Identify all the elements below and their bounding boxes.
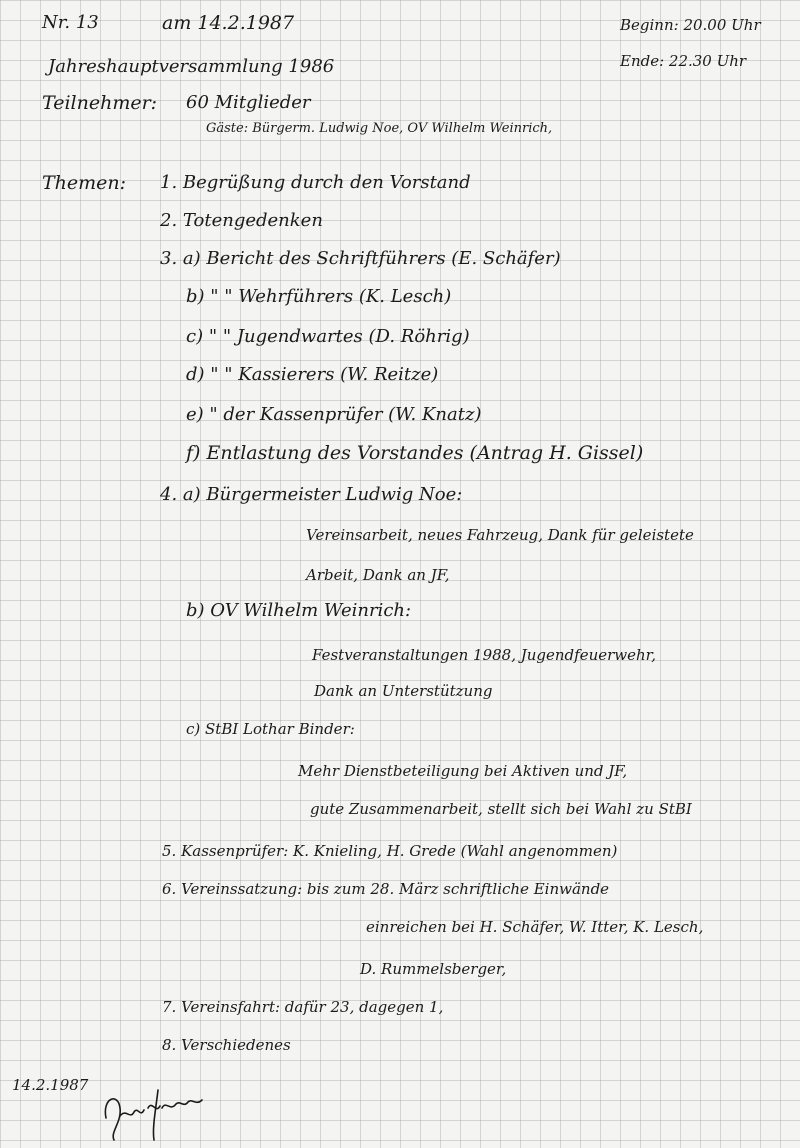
topic-5: 5. Kassenprüfer: K. Knieling, H. Grede (Wahl angenommen) (162, 842, 618, 860)
topic-3a: 3. a) Bericht des Schriftführers (E. Schäfer) (160, 248, 561, 269)
topic-3c: c) " " Jugendwartes (D. Röhrig) (186, 326, 470, 347)
footer-date: 14.2.1987 (12, 1076, 89, 1094)
topic-3d: d) " " Kassierers (W. Reitze) (186, 364, 439, 385)
participants-guests: Gäste: Bürgerm. Ludwig Noe, OV Wilhelm Weinrich, (206, 121, 553, 136)
protocol-number: Nr. 13 (42, 12, 99, 33)
topic-6-line1: einreichen bei H. Schäfer, W. Itter, K. Lesch, (366, 918, 704, 936)
topic-4c-line1: Mehr Dienstbeteiligung bei Aktiven und JF, (298, 762, 628, 780)
participants-members: 60 Mitglieder (186, 92, 311, 113)
topic-4c: c) StBI Lothar Binder: (186, 720, 355, 738)
meeting-title: Jahreshauptversammlung 1986 (48, 56, 335, 77)
topic-4b: b) OV Wilhelm Weinrich: (186, 600, 412, 621)
meeting-date: am 14.2.1987 (162, 12, 295, 34)
topic-2: 2. Totengedenken (160, 210, 323, 231)
topic-4b-line1: Festveranstaltungen 1988, Jugendfeuerwehr, (312, 646, 656, 664)
begin-time: Beginn: 20.00 Uhr (620, 16, 761, 34)
topic-8: 8. Verschiedenes (162, 1036, 291, 1054)
participants-label: Teilnehmer: (42, 92, 158, 114)
topic-3b: b) " " Wehrführers (K. Lesch) (186, 286, 452, 307)
signature-image (100, 1078, 210, 1148)
topics-label: Themen: (42, 172, 127, 194)
topic-3f: f) Entlastung des Vorstandes (Antrag H. Gissel) (186, 442, 644, 464)
topic-4a: 4. a) Bürgermeister Ludwig Noe: (160, 484, 463, 505)
topic-4b-line2: Dank an Unterstützung (314, 682, 493, 700)
topic-7: 7. Vereinsfahrt: dafür 23, dagegen 1, (162, 998, 444, 1016)
topic-4c-line2: gute Zusammenarbeit, stellt sich bei Wahl zu StBI (310, 800, 692, 818)
topic-1: 1. Begrüßung durch den Vorstand (160, 172, 471, 193)
topic-6-line2: D. Rummelsberger, (360, 960, 507, 978)
topic-4a-line1: Vereinsarbeit, neues Fahrzeug, Dank für geleistete (306, 526, 694, 544)
topic-4a-line2: Arbeit, Dank an JF, (306, 566, 450, 584)
end-time: Ende: 22.30 Uhr (620, 52, 747, 70)
topic-3e: e) " der Kassenprüfer (W. Knatz) (186, 404, 482, 425)
topic-6: 6. Vereinssatzung: bis zum 28. März schriftliche Einwände (162, 880, 610, 898)
